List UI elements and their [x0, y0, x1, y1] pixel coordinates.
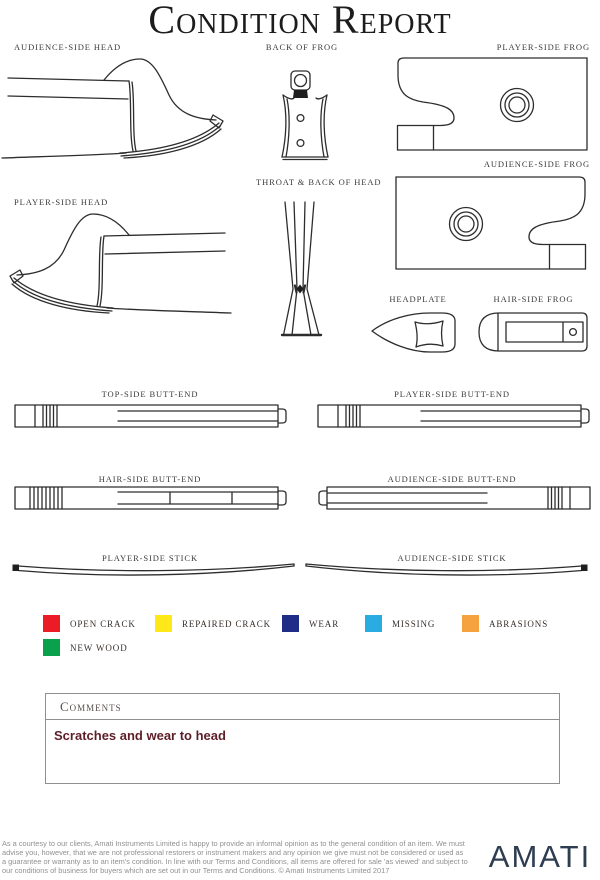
player-side-frog-diagram — [395, 55, 590, 155]
legend-label: REPAIRED CRACK — [182, 618, 272, 629]
comments-text: Scratches and wear to head — [54, 728, 226, 743]
stick-tip-icon — [581, 565, 588, 572]
legend-item-open-crack — [43, 615, 136, 632]
label-hair-side-frog: HAIR-SIDE FROG — [493, 294, 574, 304]
label-top-side-butt-end: TOP-SIDE BUTT-END — [101, 389, 199, 399]
legend-item-missing — [365, 615, 435, 632]
hair-side-butt-end-diagram — [12, 482, 290, 512]
label-hair-side-butt-end: HAIR-SIDE BUTT-END — [98, 474, 202, 484]
comments-box — [45, 693, 560, 784]
legend-item-new-wood — [43, 639, 128, 656]
disclaimer-line: a guarantee or warranty as to an item's condition. In line with our Terms and Conditions, all items are offered for sale 'as viewed' and subject to — [2, 857, 468, 866]
label-player-side-frog: PLAYER-SIDE FROG — [496, 42, 590, 52]
label-back-of-frog: BACK OF FROG — [265, 42, 339, 52]
label-audience-side-head: AUDIENCE-SIDE HEAD — [14, 42, 122, 52]
disclaimer-line: As a courtesy to our clients, Amati Instruments Limited is happy to provide an informal opinion as to the general condition of an item. We must — [2, 839, 465, 848]
amati-logo: AMATI — [488, 839, 592, 874]
stick-tip-icon — [13, 565, 20, 572]
legend-label: ABRASIONS — [489, 618, 549, 629]
frog-pin-icon — [570, 329, 577, 336]
disclaimer-text — [2, 839, 477, 875]
audience-side-butt-end-diagram — [315, 482, 593, 512]
player-side-head-diagram — [3, 212, 233, 332]
hair-side-frog-diagram — [475, 305, 590, 355]
missing-swatch — [365, 615, 382, 632]
legend-label: MISSING — [392, 618, 436, 629]
legend-label: NEW WOOD — [70, 642, 128, 653]
label-headplate: HEADPLATE — [389, 294, 447, 304]
headplate-diagram — [368, 303, 460, 357]
legend-label: OPEN CRACK — [70, 618, 136, 629]
label-audience-side-stick: AUDIENCE-SIDE STICK — [397, 553, 507, 563]
legend-item-abrasions — [462, 615, 548, 632]
repaired-crack-swatch — [155, 615, 172, 632]
audience-side-stick-diagram — [302, 560, 592, 582]
abrasions-swatch — [462, 615, 479, 632]
page-title: Condition Report — [148, 0, 452, 42]
label-throat-back-of-head: THROAT & BACK OF HEAD — [256, 177, 382, 187]
disclaimer-line: advise you, however, that we are not professional restorers or instrument makers and any opinion we give must not be considered or used as — [2, 848, 464, 857]
player-side-butt-end-diagram — [315, 400, 593, 430]
audience-side-head-diagram — [0, 57, 230, 175]
label-player-side-head: PLAYER-SIDE HEAD — [14, 197, 109, 207]
label-audience-side-butt-end: AUDIENCE-SIDE BUTT-END — [387, 474, 517, 484]
audience-side-frog-diagram — [393, 174, 588, 274]
open-crack-swatch — [43, 615, 60, 632]
legend-item-repaired-crack — [155, 615, 271, 632]
wear-swatch — [282, 615, 299, 632]
label-audience-side-frog: AUDIENCE-SIDE FROG — [483, 159, 590, 169]
back-of-frog-diagram — [270, 68, 340, 165]
throat-back-of-head-diagram — [268, 192, 332, 342]
label-player-side-stick: PLAYER-SIDE STICK — [102, 553, 198, 563]
legend-label: WEAR — [309, 618, 340, 629]
top-side-butt-end-diagram — [12, 400, 290, 430]
legend-item-wear — [282, 615, 339, 632]
label-player-side-butt-end: PLAYER-SIDE BUTT-END — [394, 389, 510, 399]
new-wood-swatch — [43, 639, 60, 656]
disclaimer-line: our conditions of business for buyers which are set out in our Terms and Conditions. © Amati Instruments Limited 2017 — [2, 866, 390, 875]
player-side-stick-diagram — [8, 560, 298, 582]
comments-header: Comments — [46, 694, 559, 720]
